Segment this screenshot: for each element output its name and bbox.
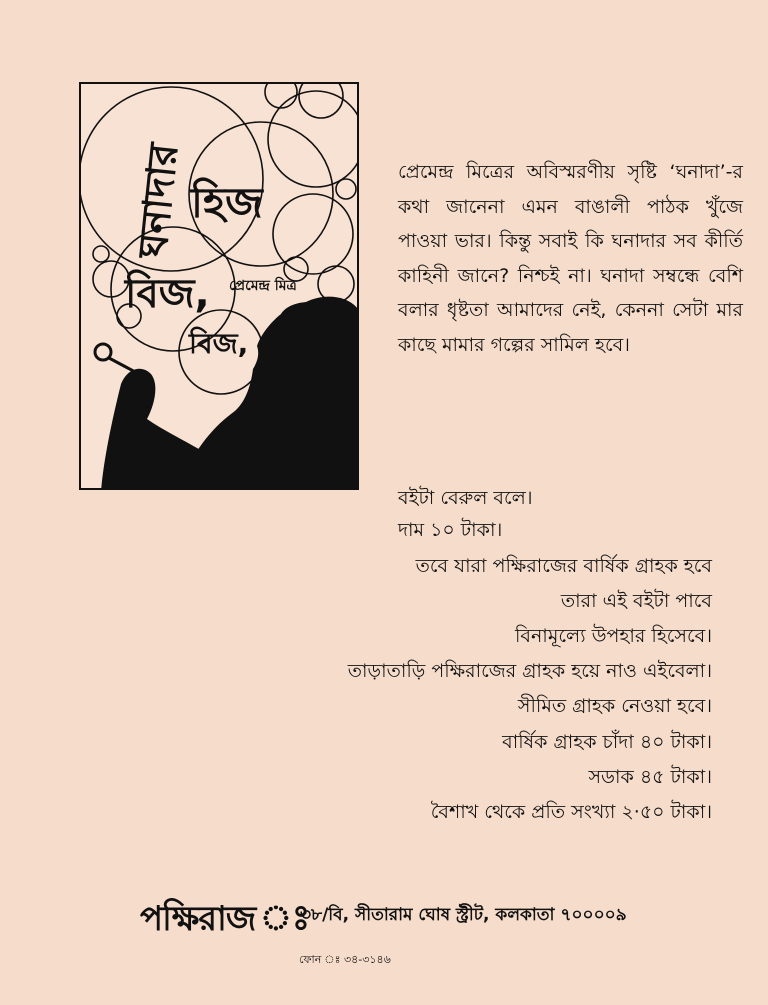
publisher-address: ৩৮/বি, সীতারাম ঘোষ স্ট্রীট, কলকাতা ৭০০০০৯	[300, 905, 627, 925]
cover-title-bij: বিজ,	[125, 271, 210, 317]
cover-artwork	[81, 84, 359, 490]
cover-title-ghanadar: ঘনাদার	[129, 141, 188, 261]
publisher-name: পক্ষিরাজ	[140, 899, 256, 939]
offer-line-1: তবে যারা পক্ষিরাজের বার্ষিক গ্রাহক হবে	[415, 555, 712, 577]
cover-author: প্রেমেন্দ্র মিত্র	[229, 278, 297, 294]
offer-line-5: সীমিত গ্রাহক নেওয়া হবে।	[517, 695, 712, 717]
description-paragraph: প্রেমেন্দ্র মিত্রের অবিস্মরণীয় সৃষ্টি ‘ঘনাদা’-র কথা জানেনা এমন বাঙালী পাঠক খুঁজে পাওয়া ভার। কিন্তু সবাই কি ঘনাদার সব কীর্তি কাহিনী জানে? নিশ্চই না। ঘনাদা সম্বন্ধে বেশি বলার ধৃষ্টতা আমাদের নেই, কেননা সেটা মার কাছে মামার গল্পের সামিল হবে।	[398, 161, 743, 356]
publisher-separator: ঃ	[260, 898, 310, 938]
subscription-price: বার্ষিক গ্রাহক চাঁদা ৪০ টাকা।	[502, 731, 712, 753]
issue-price: বৈশাখ থেকে প্রতি সংখ্যা ২·৫০ টাকা।	[430, 801, 712, 823]
offer-line-4: তাড়াতাড়ি পক্ষিরাজের গ্রাহক হয়ে নাও এইবেলা।	[347, 660, 712, 682]
book-cover-illustration	[79, 82, 359, 490]
release-notice: বইটা বেরুল বলে।	[398, 487, 533, 509]
cover-title-hij: হিজ	[191, 178, 263, 227]
price-notice: দাম ১০ টাকা।	[398, 519, 503, 541]
publisher-phone: ফোন ঃ ৩৪-৩১৪৬	[299, 953, 391, 966]
cover-title-bij-small: বিজ,	[189, 327, 249, 360]
book-description	[398, 155, 743, 362]
postal-price: সডাক ৪৫ টাকা।	[588, 766, 712, 788]
offer-line-3: বিনামূল্যে উপহার হিসেবে।	[514, 625, 712, 647]
offer-line-2: তারা এই বইটা পাবে	[560, 590, 712, 612]
